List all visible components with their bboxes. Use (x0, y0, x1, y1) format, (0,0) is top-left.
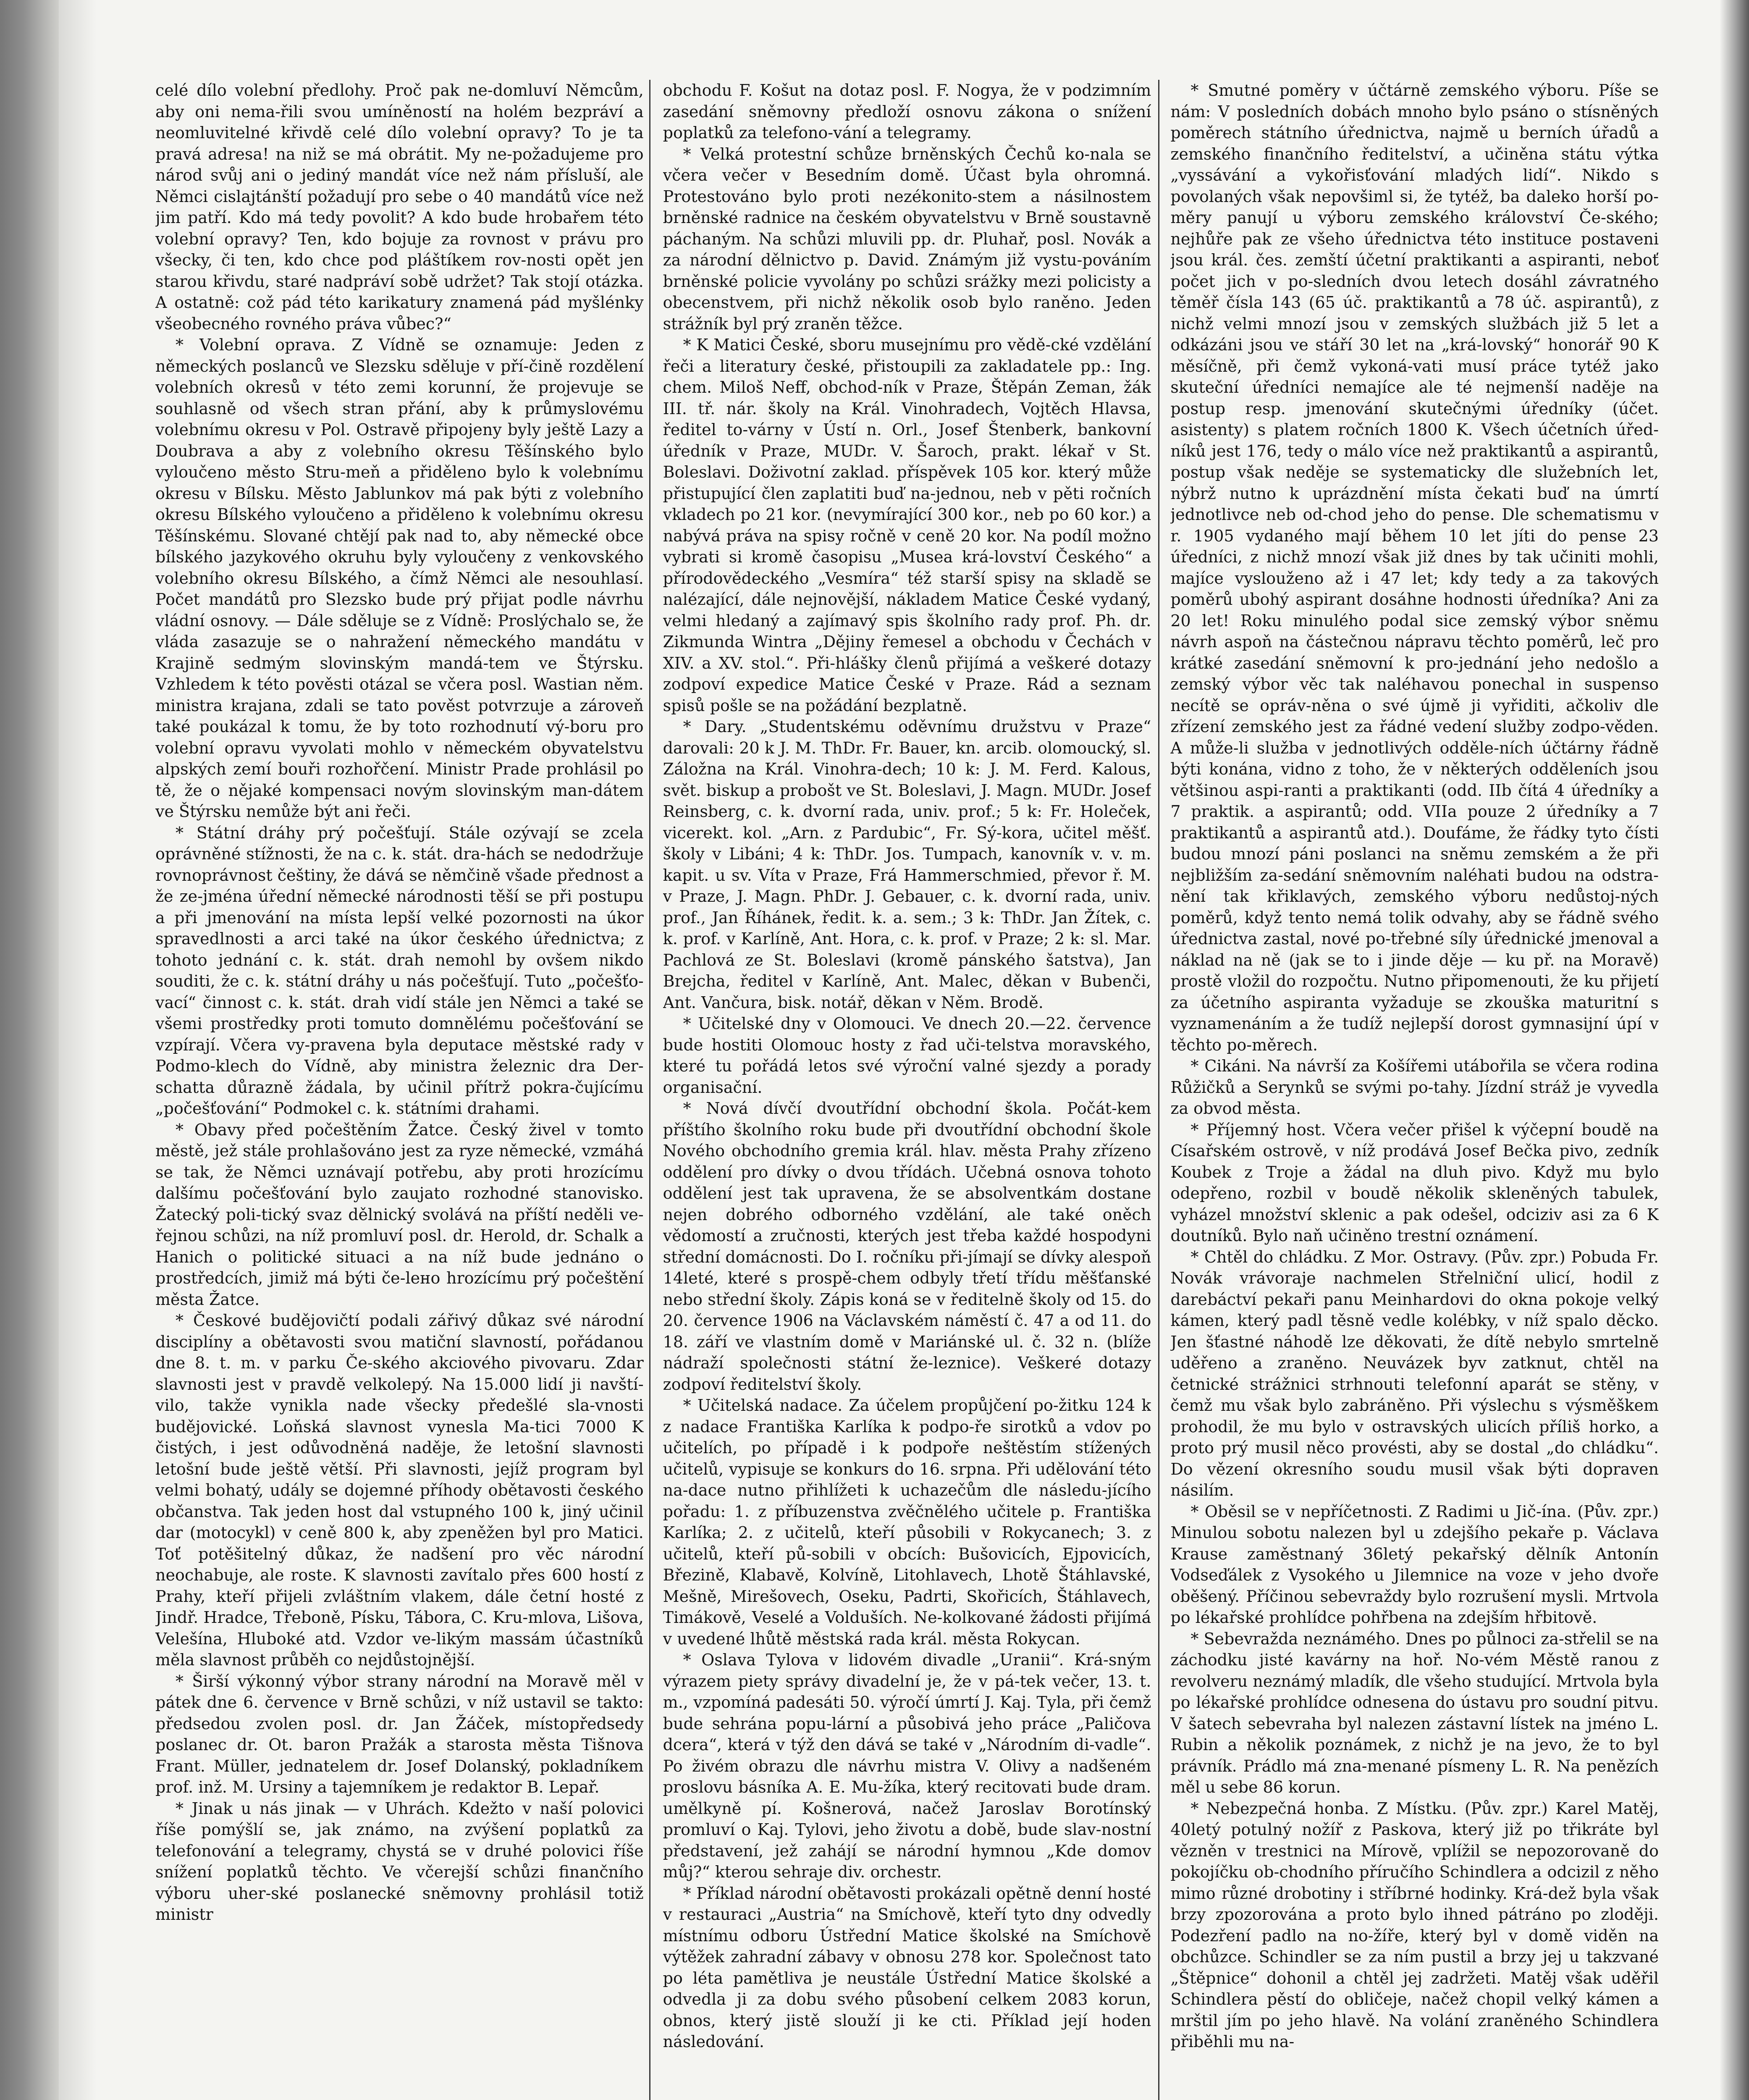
paragraph: * Velká protestní schůze brněnských Čechů ko-nala se včera večer v Besedním domě. Účast byla ohromná. Protestováno bylo proti nezékonito-stem a násilnostem brněnské radnice na českém obyvatelstvu v Brně soustavně páchaným. Na schůzi mluvili pp. dr. Pluhař, posl. Novák a za národní dělnictvo p. David. Známým již vystu-pováním brněnské policie vyvolány po schůzi srážky mezi policisty a obecenstvem, při nichž několik osob bylo raněno. Jeden strážník byl prý zraněn těžce. (663, 144, 1151, 333)
column-rule (649, 80, 650, 2100)
paragraph: * Jinak u nás jinak — v Uhrách. Kdežto v naší polovici říše pomýšlí se, jak známo, na zvýšení poplatků za telefonování a telegramy, chystá se v druhé polovici říše snížení poplatků těchto. Ve včerejší schůzi finančního výboru uher-ské poslanecké sněmovny prohlásil totiž ministr (155, 1799, 644, 1924)
paragraph: * Příklad národní obětavosti prokázali opětně denní hosté v restauraci „Austria“ na Smíchově, kteří tyto dny odvedly místnímu odboru Ústřední Matice školské na Smíchově výtěžek zahradní zábavy v obnosu 278 kor. Společnost tato po léta pamětliva je neustále Ústřední Matice školské a odvedla ji za dobu svého působení celkem 2083 korun, obnos, který jistě slouží ji ke cti. Příklad její hoden následování. (663, 1884, 1151, 2051)
paragraph: * Nová dívčí dvoutřídní obchodní škola. Počát-kem příštího školního roku bude při dvoutřídní obchodní škole Nového obchodního gremia král. hlav. města Prahy zřízeno oddělení pro dívky o dvou třídách. Učebná osnova tohoto oddělení jest tak upravena, že se absolventkám dostane nejen dobrého odborného vzdělání, ale také oněch vědomostí a zručnosti, kterých jest třeba každé hospodyni střední domácnosti. Do I. ročníku při-jímají se dívky alespoň 14leté, které s prospě-chem odbyly třetí třídu měšťanské nebo střední školy. Zápis koná se v ředitelně školy od 15. do 20. července 1906 na Václavském náměstí č. 47 a od 11. do 18. září ve vlastním domě v Mariánské ul. č. 32 n. (blíže nádraží společnosti státní že-leznice). Veškeré dotazy zodpoví ředitelství školy. (663, 1099, 1151, 1394)
paragraph: * Státní dráhy prý počešťují. Stále ozývají se zcela oprávněné stížnosti, že na c. k. stát. dra-hách se nedodržuje rovnoprávnost češtiny, že dává se němčině všade přednost a že ze-jména úřední německé národnosti těší se při postupu a při jmenování na místa lepší velké pozornosti na úkor spravedlnosti a arci také na úkor českého úřednictva; z tohoto jednání c. k. stát. drah nemohl by ovšem nikdo souditi, že c. k. státní dráhy u nás počešťují. Tuto „počešťo-vací“ činnost c. k. stát. drah vidí stále jen Němci a také se všemi prostředky proti tomuto domnělému počešťování se vzpírají. Včera vy-pravena byla deputace městské rady v Podmo-klech do Vídně, aby ministra železnic dra Der-schatta důrazně žádala, by učinil přítrž pokra-čujícímu „počešťování“ Podmokel c. k. státními drahami. (155, 823, 644, 1118)
paragraph: * Smutné poměry v účtárně zemského výboru. Píše se nám: V posledních dobách mnoho bylo psáno o stísněných poměrech státního úřednictva, najmě u berních úřadů a zemského finančního ředitelství, a učiněna státu výtka „vyssávání a vykořisťování mladých lidí“. Nikdo s povolaných však nepovšiml si, že tytéž, ba daleko horší po-měry panují u výboru zemského království Če-ského; nejhůře pak ze všeho úřednictva této instituce postaveni jsou král. čes. zemští účetní praktikanti a aspiranti, neboť počet jich v po-sledních dvou letech dosáhl závratného těměř čísla 143 (65 úč. praktikantů a 78 úč. aspirantů), z nichž velmi mnozí jsou v zemských službách již 5 let a odkázáni jsou ve stáří 30 let na „krá-lovský“ honorář 90 K měsíčně, při čemž vykoná-vati musí práce tytéž jako skuteční úředníci nemajíce ale té nejmenší naděje na postup resp. jmenování skutečnými úředníky (účet. asistenty) s platem ročních 1800 K. Všech účetních úřed-níků jest 176, tedy o málo více než praktikantů a aspirantů, postup však neděje se systematicky dle služebních let, nýbrž nutno k uprázdnění místa čekati buď na úmrtí jednotlivce neb od-chod jeho do pense. Dle schematismu v r. 1905 vydaného mají během 10 let jíti do pense 23 úředníci, z nichž mnozí však již dnes by tak učiniti mohli, majíce vyslouženo až i 47 let; kdy tedy a za takových poměrů ubohý aspirant dosáhne hodnosti úředníka? Ani za 20 let! Roku minulého podal sice zemský výbor sněmu návrh aspoň na částečnou nápravu těchto poměrů, leč pro krátké zasedání sněmovní k pro-jednání jeho nedošlo a zemský výbor věc tak naléhavou ponechal in suspenso necítě se opráv-něna o své újmě ji vyřiditi, ačkoliv dle zřízení zemského jest za řádné vedení služby zodpo-věden. A může-li služba v jednotlivých odděle-ních účtárny řádně býti konána, vidno z toho, že v některých odděleních jsou většinou aspi-ranti a praktikanti (odd. IIb čítá 4 úředníky a 7 praktik. a aspirantů; odd. VIIa pouze 2 úředníky a 7 praktikantů a aspirantů atd.). Doufáme, že řádky tyto čísti budou mnozí páni poslanci na sněmu zemském a že při nejbližším za-sedání sněmovním naléhati budou na odstra-nění tak křiklavých, zemského výboru nedůstoj-ných poměrů, když tento nemá tolik odvahy, aby se řádně svého úřednictva zastal, nové po-třebné síly úřednické jmenoval a náklad na ně (jak se to i jinde děje — ku př. na Moravě) prostě vložil do rozpočtu. Nutno připomenouti, že ku přijetí za účetního aspiranta vyžaduje se zkouška maturitní s vyznamenáním a že tudíž nejlepší dorost gymnasijní úpí v těchto po-měrech. (1170, 81, 1659, 1054)
scan-right-shadow (1720, 0, 1749, 2100)
paragraph: * K Matici České, sboru musejnímu pro vědě-cké vzdělání řeči a literatury české, přistoupili za zakladatele pp.: Ing. chem. Miloš Neff, obchod-ník v Praze, Štěpán Zeman, žák III. tř. nár. školy na Král. Vinohradech, Vojtěch Hlavsa, ředitel to-várny v Ústí n. Orl., Josef Štenberk, bankovní úředník v Praze, MUDr. V. Šaroch, prakt. lékař v St. Boleslavi. Doživotní zaklad. příspěvek 105 kor. který může přistupující člen zaplatiti buď na-jednou, neb v pěti ročních vkladech po 21 kor. (nevymírající 300 kor., neb po 60 kor.) a nabývá práva na spisy ročně v ceně 20 kor. Na podíl možno vybrati si kromě časopisu „Musea krá-lovství Českého“ a přírodovědeckého „Vesmíra“ též starší spisy na skladě se nalézající, dále nejnovější, nákladem Matice České vydaný, velmi hledaný a zajímavý spis školního rady prof. Ph. dr. Zikmunda Wintra „Dějiny řemesel a obchodu v Čechách v XIV. a XV. stol.“. Při-hlášky členů přijímá a veškeré dotazy zodpoví expedice Matice České v Praze. Rád a seznam spisů pošle se na požádání bezplatně. (663, 336, 1151, 715)
paragraph: * Sebevražda neznámého. Dnes po půlnoci za-střelil se na záchodku jisté kavárny na hoř. No-vém Městě ranou z revolveru neznámý mladík, dle všeho studující. Mrtvola byla po lékařské prohlídce odnesena do ústavu pro soudní pitvu. V šatech sebevraha byl nalezen zástavní lístek na jméno L. Rubin a několik poznámek, z nichž je na jevo, že to byl právník. Prádlo má zna-menané písmeny L. R. Na penězích měl u sebe 86 korun. (1170, 1629, 1659, 1796)
column-2 (663, 80, 1151, 2100)
paragraph: * Obavy před počeštěním Žatce. Český živel v tomto městě, jež stále prohlašováno jest za ryze německé, vzmáhá se tak, že Němci uznávají potřebu, aby proti hrozícímu dalšímu počešťování bylo zaujato rozhodné stanovisko. Žatecký poli-tický svaz dělnický svolává na příští neděli ve-řejnou schůzi, na níž promluví posl. dr. Herold, dr. Schalk a Hanich o politické situaci a na níž bude jednáno o prostředcích, jimiž má býti če-lено hrozícímu prý počeštění města Žatce. (155, 1120, 644, 1309)
paragraph: * Českové budějovičtí podali zářivý důkaz své národní disciplíny a obětavosti svou matiční slavností, pořádanou dne 8. t. m. v parku Če-ského akciového pivovaru. Zdar slavnosti jest v pravdě velkolepý. Na 15.000 lidí ji navští-vilo, takže vynikla nade všecky předešlé sla-vnosti budějovické. Loňská slavnost vynesla Ma-tici 7000 K čistých, i jest odůvodněná naděje, že letošní slavnosti letošní bude ještě větší. Při slavnosti, jejíž program byl velmi bohatý, udály se dojemné příhody obětavosti českého občanstva. Tak jeden host dal vstupného 100 k, jiný učinil dar (motocykl) v ceně 800 k, aby zpeněžen byl pro Matici. Toť potěšitelný důkaz, že nadšení pro věc národní neochabuje, ale roste. K slavnosti zavítalo přes 600 hostí z Prahy, kteří přijeli zvláštním vlakem, dále četní hosté z Jindř. Hradce, Třeboně, Písku, Tábora, C. Kru-mlova, Lišova, Velešína, Hluboké atd. Vzdor ve-likým massám účastníků měla slavnost průběh co nejdůstojnější. (155, 1311, 644, 1669)
paragraph: * Příjemný host. Včera večer přišel k výčepní boudě na Císařském ostrově, v níž prodává Josef Bečka pivo, zedník Koubek z Troje a žádal na dluh pivo. Když mu bylo odepřeno, rozbil v boudě několik skleněných tabulek, vyházel množství sklenic a pak odešel, odciziv asi za 6 K doutníků. Bylo naň učiněno trestní oznámení. (1170, 1120, 1659, 1245)
paragraph: * Volební oprava. Z Vídně se oznamuje: Jeden z německých poslanců ve Slezsku sděluje v pří-čině rozdělení volebních okresů v této zemi korunní, že projevuje se souhlasně od všech stran přání, aby k průmyslovému volebnímu okresu v Pol. Ostravě připojeny byly ještě Lazy a Doubrava a aby z volebního okresu Těšínského bylo vyloučeno město Stru-meň a přiděleno bylo k volebnímu okresu v Bílsku. Město Jablunkov má pak býti z volebního okresu Bílského vyloučeno a přiděleno k volebnímu okresu Těšínskému. Slované chtějí pak nad to, aby německé obce bílského jazykového okruhu byly vyloučeny z venkovského volebního okresu Bílského, a čímž Němci ale nesouhlasí. Počet mandátů pro Slezsko bude prý přijat podle návrhu vládní osnovy. — Dále sděluje se z Vídně: Proslýchalo se, že vláda zasazuje se o nahražení německého mandátu v Krajině sedmým slovinským mandá-tem ve Štýrsku. Vzhledem k této pověsti otázal se včera posl. Wastian něm. ministra krajana, zdali se tato pověst potvrzuje a zároveň také poukázal k tomu, že by toto rozhodnutí vý-boru pro volební opravu vyvolati mohlo v německém obyvatelstvu alpských zemí bouři rozhořčení. Ministr Prade prohlásil po tě, že o nějaké kompensaci novým slovinským man-dátem ve Štýrsku nemůže být ani řeči. (155, 336, 644, 821)
paragraph: * Učitelské dny v Olomouci. Ve dnech 20.—22. července bude hostiti Olomouc hosty z řad uči-telstva moravského, které tu pořádá letos své výroční valné sjezdy a porady organisační. (663, 1014, 1151, 1097)
paragraph: * Širší výkonný výbor strany národní na Moravě měl v pátek dne 6. července v Brně schůzi, v níž ustavil se takto: předsedou zvolen posl. dr. Jan Žáček, místopředsedy poslanec dr. Ot. baron Pražák a starosta města Tišnova Frant. Müller, jednatelem dr. Josef Dolanský, pokladníkem prof. inž. M. Ursiny a tajemníkem je redaktor B. Lepař. (155, 1672, 644, 1796)
paragraph: * Nebezpečná honba. Z Místku. (Pův. zpr.) Karel Matěj, 40letý potulný nožíř z Paskova, který již po třikráte byl vězněn v trestnici na Mírově, vplížil se nepozorovaně do pokojíčku ob-chodního příručího Schindlera a odcizil z něho mimo různé drobotiny i stříbrné hodinky. Krá-dež byla však brzy zpozorována a proto bylo ihned pátráno po zloději. Podezření padlo na no-žíře, který byl v domě viděn na obchůzce. Schindler se za ním pustil a brzy jej u takzvané „Štěpnice“ dohonil a chtěl jej zadržeti. Matěj však uděřil Schindlera pěstí do obličeje, načež chopil velký kámen a mrštil jím po jeho hlavě. Na volání zraněného Schindlera přiběhli mu na- (1170, 1799, 1659, 2051)
paragraph: * Učitelská nadace. Za účelem propůjčení po-žitku 124 k z nadace Františka Karlíka k podpo-ře sirotků a vdov po učitelích, po případě i k podpoře neštěstím stížených učitelů, vypisuje se konkurs do 16. srpna. Při udělování této na-dace nutno přihlížeti k uchazečům dle následu-jícího pořadu: 1. z příbuzenstva zvěčnělého učitele p. Františka Karlíka; 2. z učitelů, kteří působili v Rokycanech; 3. z učitelů, kteří pů-sobili v obcích: Bušovicích, Ejpovicích, Březině, Klabavě, Kolvíně, Litohlavech, Lhotě Štáhlavské, Mešně, Mirešovech, Oseku, Padrti, Skořicích, Štáhlavech, Timákově, Veselé a Volduších. Ne-kolkované žádosti přijímá v uvedené lhůtě městská rada král. města Rokycan. (663, 1396, 1151, 1648)
newspaper-page (155, 80, 1659, 2100)
paragraph: * Dary. „Studentskému oděvnímu družstvu v Praze“ darovali: 20 k J. M. ThDr. Fr. Bauer, kn. arcib. olomoucký, sl. Záložna na Král. Vinohra-dech; 10 k: J. M. Ferd. Kalous, svět. biskup a probošt ve St. Boleslavi, J. Magn. MUDr. Josef Reinsberg, c. k. dvorní rada, univ. prof.; 5 k: Fr. Holeček, vicerekt. kol. „Arn. z Pardubic“, Fr. Sý-kora, učitel měšť. školy v Libáni; 4 k: ThDr. Jos. Tumpach, kanovník v. v. m. kapit. u sv. Víta v Praze, Frá Hammerschmied, převor ř. M. v Praze, J. Magn. PhDr. J. Gebauer, c. k. dvorní rada, univ. prof., Jan Říhánek, ředit. k. a. sem.; 3 k: ThDr. Jan Žítek, c. k. prof. v Karlíně, Ant. Hora, c. k. prof. v Praze; 2 k: sl. Mar. Pachlová ze St. Boleslavi (kromě pánského šatstva), Jan Brejcha, ředitel v Karlíně, Ant. Malec, děkan v Bubenči, Ant. Vančura, bisk. notář, děkan v Něm. Brodě. (663, 717, 1151, 1012)
column-3 (1170, 80, 1659, 2100)
paragraph: obchodu F. Košut na dotaz posl. F. Nogya, že v podzimním zasedání sněmovny předloží osnovu zákona o snížení poplatků za telefono-vání a telegramy. (663, 81, 1151, 142)
paragraph: * Chtěl do chládku. Z Mor. Ostravy. (Pův. zpr.) Pobuda Fr. Novák vrávoraje nachmelen Střelniční ulicí, hodil z darebáctví pekaři panu Meinhardovi do okna pokoje velký kámen, který padl těsně vedle kolébky, v níž spalo děcko. Jen šťastné náhodě lze děkovati, že dítě nebylo smrtelně uděřeno a zraněno. Neuvázek byv zatknut, chtěl na četnické strážnici strhnouti telefonní aparát se stěny, v čemž mu však bylo zabráněno. Při výslechu s výsměškem prohodil, že mu bylo v ostravských ulicích příliš horko, a proto prý musil něco provésti, aby se dostal „do chládku“. Do vězení okresního soudu musil však býti dopraven násilím. (1170, 1247, 1659, 1499)
paragraph: celé dílo volební předlohy. Proč pak ne-domluví Němcům, aby oni nema-řili svou umíněností na holém bezpráví a neomluvitelné křivdě celé dílo volební opravy? To je ta pravá adresa! na niž se má obrátit. My ne-požadujeme pro národ svůj ani o jediný mandát více než nám přísluší, ale Němci cislajtánští požadují pro sebe o 40 mandátů více než jim patří. Kdo má tedy povolit? A kdo bude hrobařem této volební opravy? Ten, kdo bojuje za rovnost v právu pro všecky, či ten, kdo chce pod pláštíkem rov-nosti opět jen starou křivdu, staré nadpráví sobě udržet? Tak stojí otázka. A ostatně: což pád této karikatury znamená pád myšlénky všeobecného rovného práva vůbec?“ (155, 81, 644, 333)
column-rule (1158, 80, 1159, 2100)
scan-left-shadow (0, 0, 59, 2100)
paragraph: * Oběsil se v nepříčetnosti. Z Radimi u Jič-ína. (Pův. zpr.) Minulou sobotu nalezen byl u zdejšího pekaře p. Václava Krause zaměstnaný 36letý pekařský dělník Antonín Vodseďálek z Vysokého u Jilemnice na voze v jeho dvoře oběšený. Příčinou sebevraždy bylo rozrušení mysli. Mrtvola po lékařské prohlídce pohřbena na zdejším hřbitově. (1170, 1502, 1659, 1627)
scan-left-gradient (59, 0, 97, 2100)
paragraph: * Cikáni. Na návrší za Košířemi utábořila se včera rodina Růžičků a Serynků se svými po-tahy. Jízdní stráž je vyvedla za obvod města. (1170, 1057, 1659, 1118)
paragraph: * Oslava Tylova v lidovém divadle „Uranii“. Krá-sným výrazem piety správy divadelní je, že v pá-tek večer, 13. t. m., vzpomíná padesáti 50. výročí úmrtí J. Kaj. Tyla, při čemž bude sehrána popu-lární a působivá jeho práce „Paličova dcera“, která v týž den dává se také v „Národním di-vadle“. Po živém obrazu dle návrhu mistra V. Olivy a nadšeném proslovu básníka A. E. Mu-žíka, který recitovati bude dram. umělkyně pí. Košnerová, načež Jaroslav Borotínský promluví o Kaj. Tylovi, jeho životu a době, bude slav-nostní představení, jež zahájí se národní hymnou „Kde domov můj?“ kterou sehraje div. orchestr. (663, 1651, 1151, 1881)
column-1 (155, 80, 644, 2100)
